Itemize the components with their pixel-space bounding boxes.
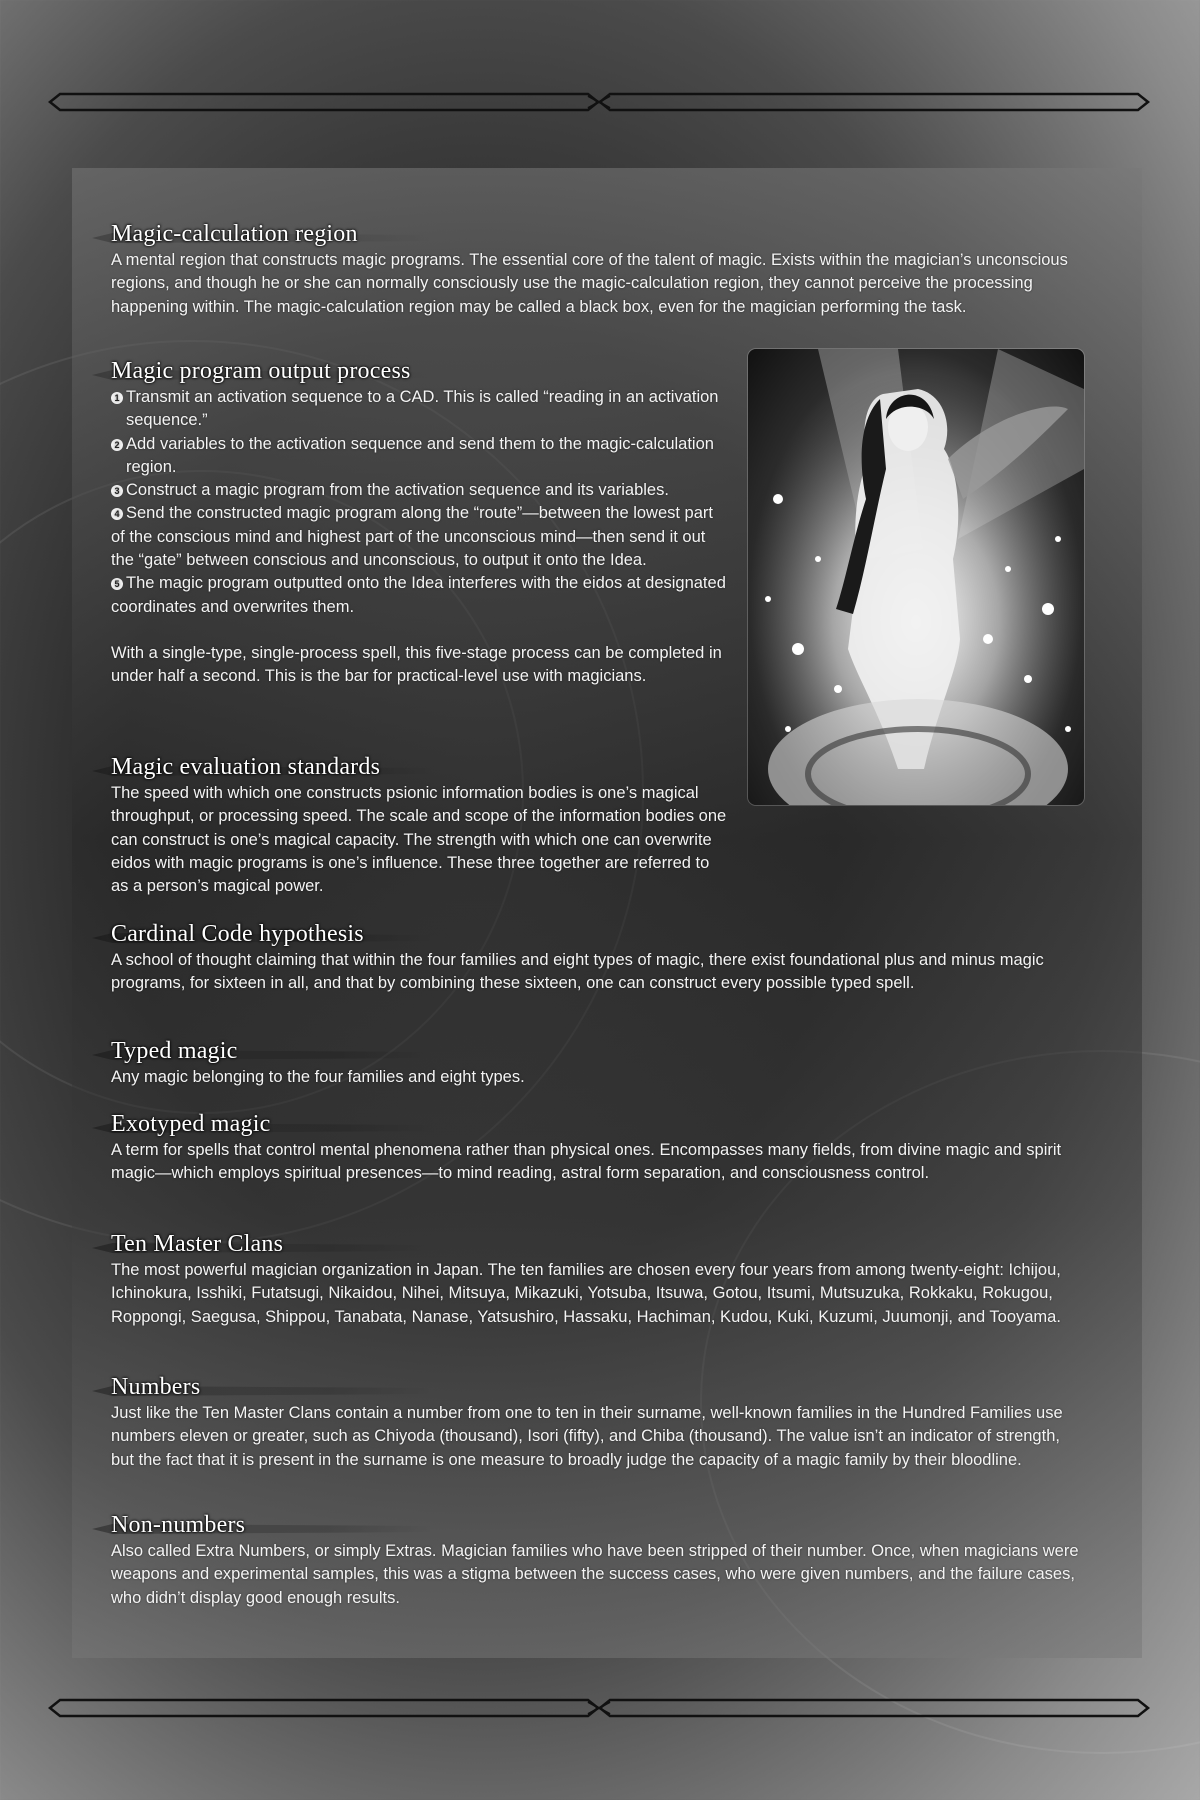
- section-magic-evaluation-standards: [92, 752, 1082, 898]
- process-step: [111, 386, 731, 433]
- step-text: Add variables to the activation sequence and send them to the magic-calculation region.: [126, 434, 714, 476]
- section-typed-magic: [92, 1036, 1082, 1089]
- section-body: A mental region that constructs magic programs. The essential core of the talent of magic. Exists within the magician’s unconscious regions, and though he or she can normally consciously use the magic-calculation region, they cannot perceive the processing happening within. The magic-calculation region may be called a black box, even for the magician performing the task.: [111, 251, 1068, 316]
- section-heading: Numbers: [92, 1372, 1082, 1402]
- step-number-badge: 2: [111, 439, 123, 451]
- section-heading: Typed magic: [92, 1036, 1082, 1066]
- section-body: Just like the Ten Master Clans contain a number from one to ten in their surname, well-known families in the Hundred Families use numbers eleven or greater, such as Chiyoda (thousand), Isori (fifty), and Chiba (thousand). The value isn’t an indicator of strength, but the fact that it is present in the surname is one measure to broadly judge the capacity of a magic family by their bloodline.: [111, 1404, 1063, 1469]
- section-body: A school of thought claiming that within the four families and eight types of magic, there exist foundational plus and minus magic programs, for sixteen in all, and that by combining these sixteen, one can construct every possible typed spell.: [111, 951, 1044, 993]
- section-magic-program-output-process: [92, 356, 1082, 689]
- step-text: Send the constructed magic program along the “route”—between the lowest part of the conscious mind and highest part of the unconscious mind—then send it out the “gate” between conscious and unconscious, to output it onto the Idea.: [111, 504, 713, 570]
- section-body: [92, 386, 731, 689]
- bottom-border-ornament: [48, 1698, 1150, 1718]
- section-body: The speed with which one constructs psionic information bodies is one’s magical throughput, or processing speed. The scale and scope of the information bodies one can construct is one’s magical capacity. The strength with which one can overwrite eidos with magic programs is one’s influence. These three together are referred to as a person’s magical power.: [111, 784, 727, 896]
- section-cardinal-code-hypothesis: [92, 919, 1082, 996]
- step-number-badge: 3: [111, 485, 123, 497]
- process-step: [111, 572, 731, 619]
- step-number-badge: 4: [111, 508, 123, 520]
- step-text: Transmit an activation sequence to a CAD. This is called “reading in an activation sequence.”: [126, 388, 719, 430]
- section-heading: Cardinal Code hypothesis: [92, 919, 1082, 949]
- section-heading: Non-numbers: [92, 1510, 1082, 1540]
- step-text: The magic program outputted onto the Idea interferes with the eidos at designated coordinates and overwrites them.: [111, 574, 726, 616]
- section-heading: Ten Master Clans: [92, 1229, 1082, 1259]
- process-step: [111, 433, 731, 480]
- section-body: Any magic belonging to the four families and eight types.: [111, 1068, 525, 1086]
- section-exotyped-magic: [92, 1109, 1082, 1186]
- process-step: [111, 502, 731, 572]
- section-magic-calculation-region: [92, 219, 1082, 319]
- step-number-badge: 1: [111, 392, 123, 404]
- process-note: With a single-type, single-process spell, this five-stage process can be completed in under half a second. This is the bar for practical-level use with magicians.: [111, 643, 722, 686]
- section-heading: Magic evaluation standards: [92, 752, 1082, 782]
- section-non-numbers: [92, 1510, 1082, 1610]
- section-body: Also called Extra Numbers, or simply Extras. Magician families who have been stripped of their number. Once, when magicians were weapons and experimental samples, this was a stigma between the success cases, who were given numbers, and the failure cases, who didn’t display good enough results.: [111, 1542, 1079, 1607]
- section-ten-master-clans: [92, 1229, 1082, 1329]
- section-numbers: [92, 1372, 1082, 1472]
- section-body: A term for spells that control mental phenomena rather than physical ones. Encompasses many fields, from divine magic and spirit magic—which employs spiritual presences—to mind reading, astral form separation, and consciousness control.: [111, 1141, 1062, 1183]
- section-body: The most powerful magician organization in Japan. The ten families are chosen every four years from among twenty-eight: Ichijou, Ichinokura, Isshiki, Futatsugi, Nikaidou, Nihei, Mitsuya, Mikazuki, Yotsuba, Itsuwa, Gotou, Itsumi, Mutsuzuka, Rokkaku, Rokugou, Roppongi, Saegusa, Shippou, Tanabata, Nanase, Yatsushiro, Hassaku, Hachiman, Kudou, Kuki, Kuzumi, Juumonji, and Tooyama.: [111, 1261, 1061, 1326]
- step-text: Construct a magic program from the activation sequence and its variables.: [126, 481, 669, 500]
- section-heading: Exotyped magic: [92, 1109, 1082, 1139]
- step-number-badge: 5: [111, 578, 123, 590]
- section-heading: Magic-calculation region: [92, 219, 1082, 249]
- top-border-ornament: [48, 92, 1150, 112]
- process-step: [111, 479, 731, 502]
- section-heading: Magic program output process: [92, 356, 1082, 386]
